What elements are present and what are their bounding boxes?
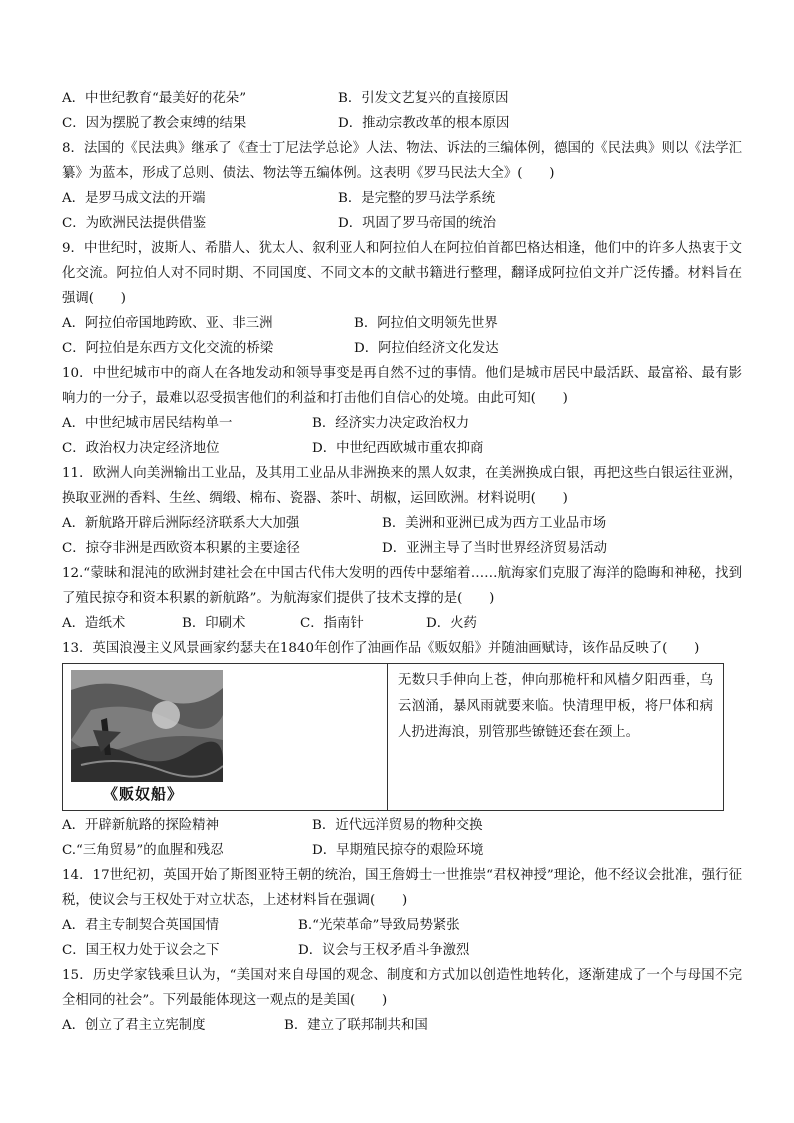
q14-option-d: D．议会与王权矛盾斗争激烈 — [298, 943, 470, 958]
q11-stem: 11．欧洲人向美洲输出工业品，及其用工业品从非洲换来的黑人奴隶，在美洲换成白银，再把这些白银运往亚洲，换取亚洲的香料、生丝、绸缎、棉布、瓷器、茶叶、胡椒，运回欧洲。材料说明( ) — [62, 466, 742, 506]
q12-option-b: B．印刷术 — [182, 616, 246, 631]
question-8 — [62, 136, 742, 236]
q11-option-d: D．亚洲主导了当时世界经济贸易活动 — [382, 541, 607, 556]
q12-option-c: C．指南针 — [300, 616, 364, 631]
q9-option-c: C．阿拉伯是东西方文化交流的桥梁 — [62, 341, 274, 356]
q13-poem-cell: 无数只手伸向上苍，伸向那桅杆和风樯夕阳西垂，乌云汹涌，暴风雨就要来临。快清理甲板，将尸体和病人扔进海浪，别管那些镣链还套在颈上。 — [398, 673, 713, 740]
q9-stem: 9．中世纪时，波斯人、希腊人、犹太人、叙利亚人和阿拉伯人在阿拉伯首都巴格达相逢，他们中的许多人热衷于文化交流。阿拉伯人对不同时期、不同国度、不同文本的文献书籍进行整理，翻译成阿拉伯文并广泛传播。材料旨在强调( ) — [62, 241, 742, 306]
q10-option-b: B．经济实力决定政治权力 — [312, 416, 470, 431]
q7-option-c: C．因为摆脱了教会束缚的结果 — [62, 116, 247, 131]
q7-option-a: A．中世纪教育“最美好的花朵” — [62, 91, 247, 106]
q13-option-c: C.“三角贸易”的血腥和残忍 — [62, 843, 224, 858]
exam-page — [62, 86, 742, 1038]
q8-stem: 8．法国的《民法典》继承了《查士丁尼法学总论》人法、物法、诉法的三编体例，德国的《民法典》则以《法学汇纂》为蓝本，形成了总则、债法、物法等五编体例。这表明《罗马民法大全》( ) — [62, 141, 742, 181]
q13-option-b: B．近代远洋贸易的物种交换 — [312, 818, 483, 833]
q10-option-a: A．中世纪城市居民结构单一 — [62, 416, 233, 431]
q9-option-d: D．阿拉伯经济文化发达 — [354, 341, 499, 356]
q10-stem: 10．中世纪城市中的商人在各地发动和领导事变是再自然不过的事情。他们是城市居民中最活跃、最富裕、最有影响力的一分子，最难以忍受损害他们的利益和打击他们自信心的处境。由此可知( ) — [62, 366, 742, 406]
q10-option-d: D．中世纪西欧城市重农抑商 — [312, 441, 484, 456]
q14-option-c: C．国王权力处于议会之下 — [62, 943, 220, 958]
q15-stem: 15．历史学家钱乘旦认为，“美国对来自母国的观念、制度和方式加以创造性地转化，逐渐建成了一个与母国不完全相同的社会”。下列最能体现这一观点的是美国( ) — [62, 968, 742, 1008]
q7-option-d: D．推动宗教改革的根本原因 — [338, 116, 510, 131]
q8-option-a: A．是罗马成文法的开端 — [62, 191, 206, 206]
question-9 — [62, 236, 742, 361]
q13-option-d: D．早期殖民掠夺的艰险环境 — [312, 843, 484, 858]
q10-option-c: C．政治权力决定经济地位 — [62, 441, 220, 456]
painting-caption: 《贩奴船》 — [103, 785, 184, 803]
q7-option-b: B．引发文艺复兴的直接原因 — [338, 91, 509, 106]
q8-option-b: B．是完整的罗马法学系统 — [338, 191, 496, 206]
q13-option-a: A．开辟新航路的探险精神 — [62, 818, 219, 833]
q12-stem: 12.“蒙昧和混沌的欧洲封建社会在中国古代伟大发明的西传中瑟缩着……航海家们克服了海洋的隐晦和神秘，找到了殖民掠夺和资本积累的新航路”。为航海家们提供了技术支撑的是( ) — [62, 566, 742, 606]
q13-image-cell — [63, 664, 388, 810]
q15-option-a: A．创立了君主立宪制度 — [62, 1018, 206, 1033]
question-12 — [62, 561, 742, 636]
q13-stem: 13．英国浪漫主义风景画家约瑟夫在1840年创作了油画作品《贩奴船》并随油画赋诗，该作品反映了( ) — [62, 641, 700, 656]
q8-option-c: C．为欧洲民法提供借鉴 — [62, 216, 207, 231]
q9-option-b: B．阿拉伯文明领先世界 — [354, 316, 498, 331]
question-15 — [62, 963, 742, 1038]
q14-option-a: A．君主专制契合英国国情 — [62, 918, 219, 933]
q13-material-table — [62, 663, 724, 811]
q15-option-b: B．建立了联邦制共和国 — [284, 1018, 428, 1033]
q11-option-b: B．美洲和亚洲已成为西方工业品市场 — [382, 516, 607, 531]
q14-stem: 14．17世纪初，英国开始了斯图亚特王朝的统治，国王詹姆士一世推崇“君权神授”理论，他不经议会批准，强行征税，使议会与王权处于对立状态，上述材料旨在强调( ) — [62, 868, 742, 908]
q14-option-b: B.“光荣革命”导致局势紧张 — [298, 918, 460, 933]
q9-option-a: A．阿拉伯帝国地跨欧、亚、非三洲 — [62, 316, 273, 331]
question-10 — [62, 361, 742, 461]
q8-option-d: D．巩固了罗马帝国的统治 — [338, 216, 497, 231]
question-7-options — [62, 86, 742, 136]
question-13 — [62, 636, 742, 863]
question-11 — [62, 461, 742, 561]
slave-ship-painting — [71, 670, 223, 782]
q11-option-a: A．新航路开辟后洲际经济联系大大加强 — [62, 516, 300, 531]
q12-option-d: D．火药 — [426, 616, 477, 631]
q11-option-c: C．掠夺非洲是西欧资本积累的主要途径 — [62, 541, 300, 556]
q12-option-a: A．造纸术 — [62, 616, 126, 631]
question-14 — [62, 863, 742, 963]
